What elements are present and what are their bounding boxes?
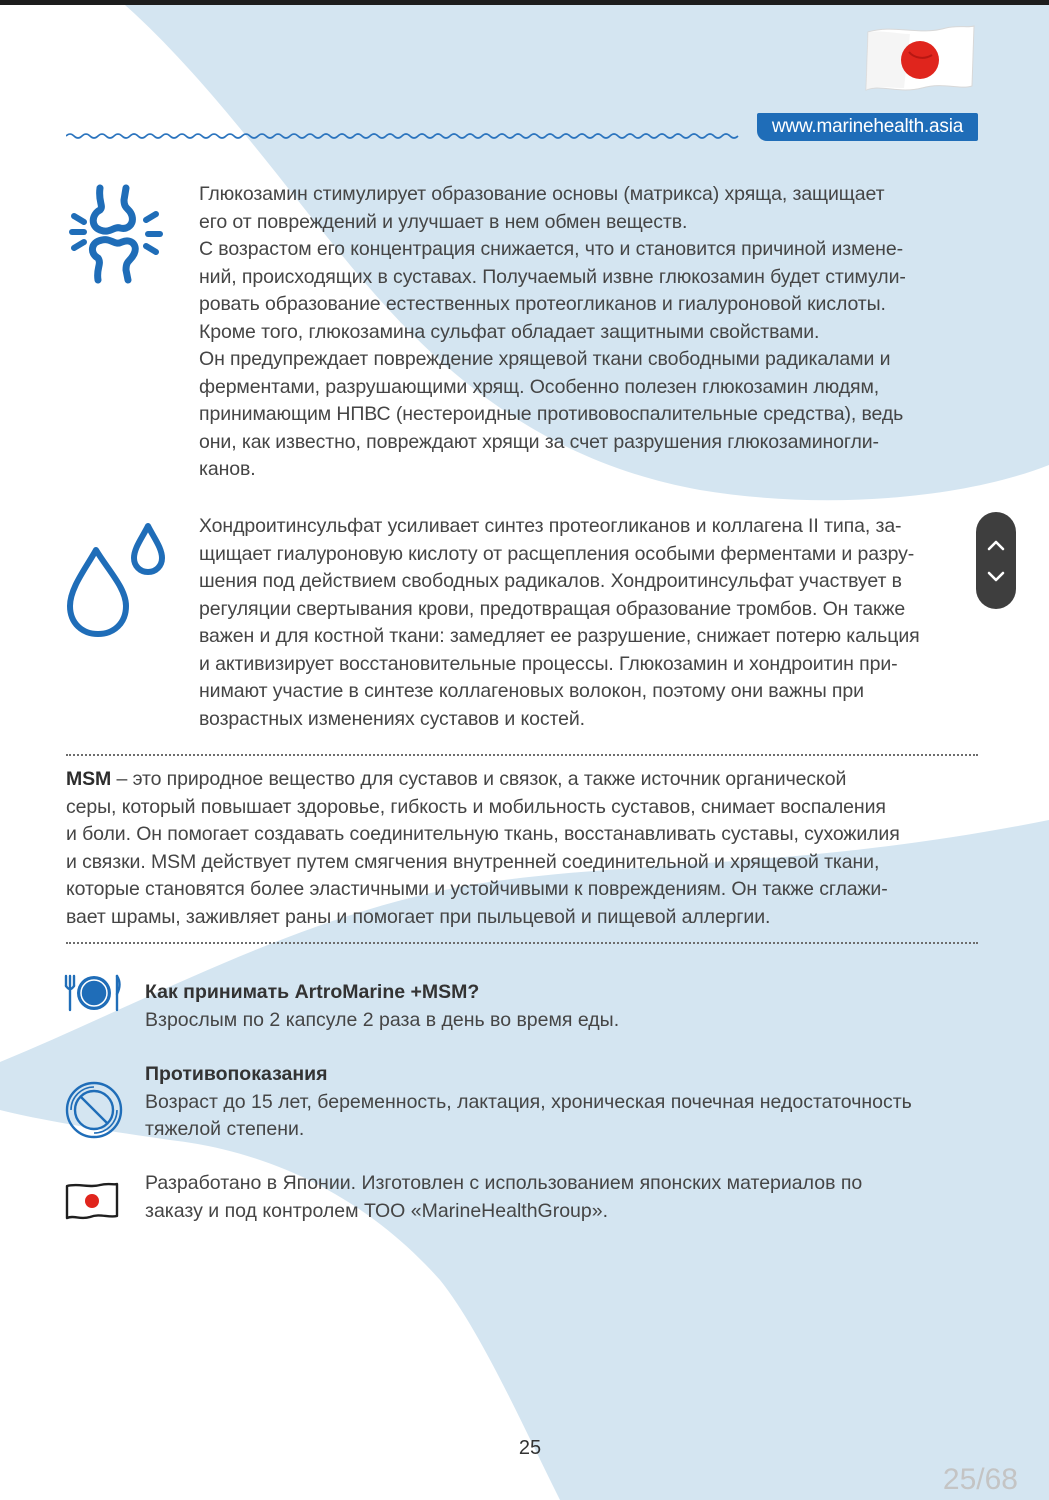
drops-icon [62,520,170,642]
divider [66,942,978,944]
text-line: Разработано в Японии. Изготовлен с использованием японских материалов по [145,1172,863,1194]
text-line: Глюкозамин стимулирует образование основы (матрикса) хряща, защищает [199,183,885,205]
text-line: регуляции свертывания крови, предотвращая образование тромбов. Он также [199,597,906,620]
dosage-block [145,979,975,1034]
text-line: Возраст до 15 лет, беременность, лактация, хроническая почечная недостаточность [145,1090,912,1113]
text-line: важен и для костной ткани: замедляет ее разрушение, снижает потерю кальция [199,625,920,647]
text-line: его от повреждений и улучшает в нем обмен веществ. [199,210,688,233]
text-line: которые становятся более эластичными и устойчивыми к повреждениям. Он также сглажи- [66,878,888,900]
text-line: Он предупреждает повреждение хрящевой ткани свободными радикалами и [199,348,891,370]
text-line: ровать образование естественных протеогликанов и гиалуроновой кислоты. [199,293,886,315]
dosage-heading: Как принимать ArtroMarine +MSM? [145,981,480,1003]
page-counter: 25/68 [942,1463,1018,1496]
page-scroll-control[interactable] [976,512,1016,609]
text-line: щищает гиалуроновую кислоту от расщепления особыми ферментами и разру- [199,542,915,565]
text-line: возрастных изменениях суставов и костей. [199,707,585,730]
text-line: вает шрамы, заживляет раны и помогает при пыльцевой и пищевой аллергии. [66,905,771,928]
decorative-wavy-line [66,130,748,142]
japan-flag-icon [864,22,976,94]
text-line: канов. [199,458,256,480]
website-link[interactable]: www.marinehealth.asia [757,113,978,141]
prohibited-icon [64,1080,124,1140]
text-line: шения под действием свободных радикалов. Хондроитинсульфат участвует в [199,570,902,592]
page-number: 25 [518,1437,542,1459]
contraindications-block [145,1061,975,1144]
text-line: они, как известно, повреждают хрящи за счет разрушения глюкозаминогли- [199,430,879,453]
text-line: Хондроитинсульфат усиливает синтез протеогликанов и коллагена II типа, за- [199,515,902,537]
text-line: принимающим НПВС (нестероидные противовоспалительные средства), ведь [199,403,904,425]
dosage-text: Взрослым по 2 капсуле 2 раза в день во время еды. [145,1008,620,1031]
text-line: ний, происходящих в суставах. Получаемый извне глюкозамин будет стимули- [199,265,906,288]
text-line: С возрастом его концентрация снижается, что и становится причиной измене- [199,238,903,260]
chondroitin-paragraph [199,513,989,733]
text-line: заказу и под контролем ТОО «MarineHealthGroup». [145,1199,609,1222]
origin-block [145,1170,975,1225]
text-line: и связки. MSM действует путем смягчения внутренней соединительной и хрящевой ткани, [66,850,880,873]
joint-icon [64,180,164,290]
text-line: серы, который повышает здоровье, гибкость и мобильность суставов, снимает воспаления [66,795,886,818]
contraindications-heading: Противопоказания [145,1063,328,1085]
text-line: Кроме того, глюкозамина сульфат обладает защитными свойствами. [199,320,820,343]
msm-paragraph [66,766,981,931]
glucosamine-paragraph [199,181,989,484]
text-line: и активизирует восстановительные процессы. Глюкозамин и хондроитин при- [199,652,898,675]
text-line [66,766,981,794]
text-line: тяжелой степени. [145,1118,305,1140]
msm-first-line: – это природное вещество для суставов и связок, а также источник органической [111,768,847,790]
chevron-up-icon[interactable] [986,538,1006,552]
divider [66,754,978,756]
plate-icon [64,972,122,1014]
msm-term: MSM [66,768,112,790]
chevron-down-icon[interactable] [986,570,1006,584]
japan-flag-small-icon [64,1180,120,1222]
text-line: нимают участие в синтезе коллагеновых волокон, поэтому они важны при [199,680,864,702]
text-line: ферментами, разрушающими хрящ. Особенно полезен глюкозамин людям, [199,375,880,398]
text-line: и боли. Он помогает создавать соединительную ткань, восстанавливать суставы, сухожилия [66,823,900,845]
